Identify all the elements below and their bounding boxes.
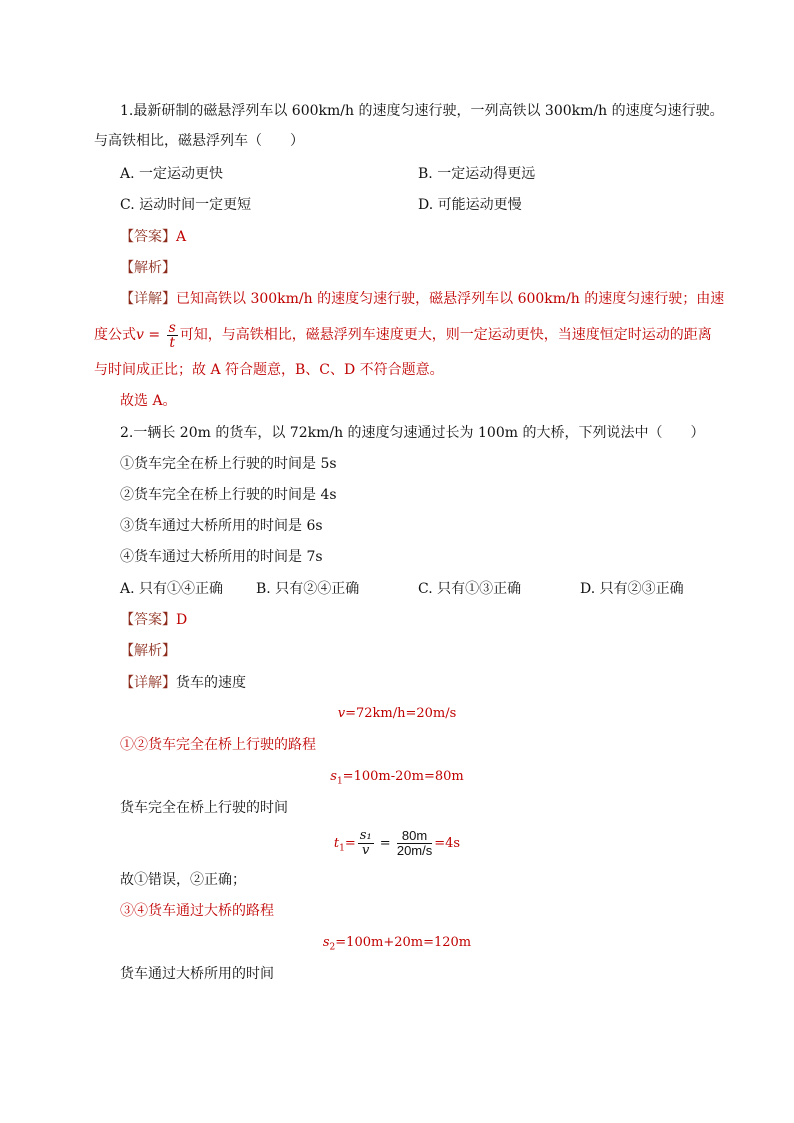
q1-option-c: C. 运动时间一定更短 — [120, 197, 252, 213]
eq-symbol: s — [322, 935, 330, 950]
formula-eq: = — [143, 327, 165, 343]
eq-symbol: s — [330, 769, 337, 784]
eq-result: =4s — [434, 836, 461, 851]
eq-symbol: t — [333, 836, 340, 851]
q1-stem-line2: 与高铁相比，磁悬浮列车（ ） — [94, 133, 304, 149]
frac-denominator: v — [362, 843, 370, 858]
q1-stem-line1: 1.最新研制的磁悬浮列车以 600km/h 的速度匀速行驶，一列高铁以 300km/h 的速度匀速行驶。 — [120, 103, 724, 119]
detail-text: 已知高铁以 300km/h 的速度匀速行驶，磁悬浮列车以 600km/h 的速度匀速行驶；由速 — [176, 291, 725, 307]
q2-analysis-label: 【解析】 — [120, 643, 176, 659]
eq-mid: = — [375, 836, 395, 851]
q2-detail — [120, 673, 246, 693]
equation-velocity — [0, 704, 794, 724]
equation-s1 — [0, 767, 794, 792]
answer-value: A — [176, 229, 187, 245]
formula-numerator: s — [168, 319, 176, 336]
equation-s2 — [0, 933, 794, 958]
eq-body: =100m-20m=80m — [342, 769, 464, 784]
q2-result12: 故①错误，②正确； — [120, 872, 246, 888]
q2-option-b: B. 只有②④正确 — [256, 581, 360, 597]
q1-option-d: D. 可能运动更慢 — [418, 197, 522, 213]
q2-time2-text: 货车通过大桥所用的时间 — [120, 966, 274, 982]
q2-answer — [120, 610, 187, 630]
q2-option-d: D. 只有②③正确 — [580, 581, 684, 597]
answer-value: D — [176, 612, 188, 628]
q1-option-a: A. 一定运动更快 — [120, 166, 224, 182]
answer-label: 【答案】 — [120, 229, 176, 245]
q1-option-b: B. 一定运动得更远 — [418, 166, 536, 182]
detail-text-b: 可知，与高铁相比，磁悬浮列车速度更大，则一定运动更快，当速度恒定时运动的距离 — [179, 327, 712, 343]
q2-stem: 2.一辆长 20m 的货车，以 72km/h 的速度匀速通过长为 100m 的大桥，下列说法中（ ） — [120, 425, 705, 441]
fraction-values — [397, 829, 432, 858]
eq-body: =72km/h=20m/s — [345, 706, 457, 721]
q2-statement-2: ②货车完全在桥上行驶的时间是 4s — [120, 487, 337, 503]
eq-subscript: 1 — [339, 843, 345, 854]
detail-label: 【详解】 — [120, 291, 176, 307]
q2-time-text: 货车完全在桥上行驶的时间 — [120, 800, 288, 816]
eq-subscript: 1 — [336, 776, 343, 787]
q1-conclusion: 故选 A。 — [120, 393, 177, 409]
q2-option-c: C. 只有①③正确 — [418, 581, 522, 597]
q2-part34: ③④货车通过大桥的路程 — [120, 903, 274, 919]
frac-numerator: 80m — [397, 829, 432, 844]
q1-analysis-label: 【解析】 — [120, 260, 176, 276]
q1-detail-line3: 与时间成正比；故 A 符合题意，B、C、D 不符合题意。 — [94, 362, 444, 378]
eq-body: =100m+20m=120m — [335, 935, 472, 950]
q2-statement-3: ③货车通过大桥所用的时间是 6s — [120, 518, 323, 534]
eq-subscript: 2 — [329, 942, 336, 953]
frac-denominator: 20m/s — [396, 843, 433, 858]
fraction-s1-v — [358, 829, 374, 858]
q2-option-a: A. 只有①④正确 — [120, 581, 224, 597]
detail-text-a: 度公式 — [94, 327, 136, 343]
q1-detail-line2 — [94, 318, 712, 352]
detail-label: 【详解】 — [120, 675, 176, 691]
detail-text: 货车的速度 — [176, 675, 246, 691]
formula-v: v — [136, 327, 144, 343]
eq-equals: = — [344, 836, 356, 851]
q1-answer — [120, 227, 186, 247]
q1-detail-line1 — [120, 289, 724, 309]
formula-fraction — [167, 321, 178, 350]
q2-part12: ①②货车完全在桥上行驶的路程 — [120, 737, 316, 753]
q2-statement-1: ①货车完全在桥上行驶的时间是 5s — [120, 456, 337, 472]
frac-numerator: s₁ — [359, 828, 372, 843]
formula-denominator: t — [169, 334, 175, 351]
q2-statement-4: ④货车通过大桥所用的时间是 7s — [120, 549, 323, 565]
answer-label: 【答案】 — [120, 612, 176, 628]
eq-symbol: v — [337, 706, 346, 721]
equation-t1 — [0, 826, 794, 867]
